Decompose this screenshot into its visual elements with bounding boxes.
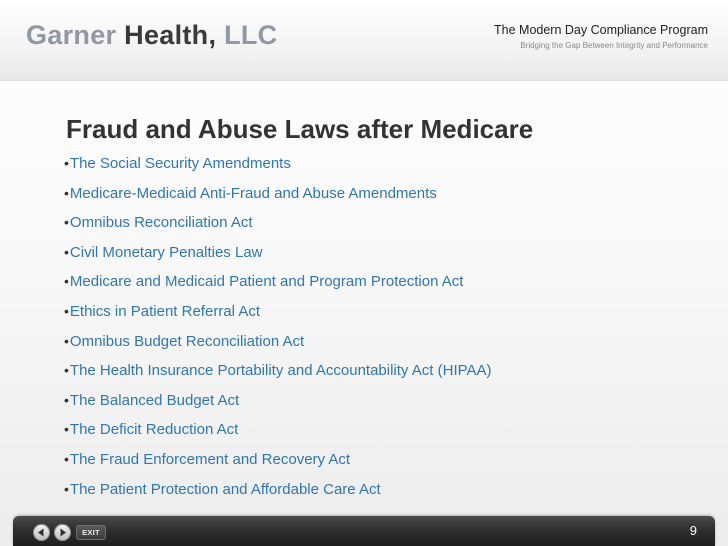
list-item [64, 417, 492, 447]
list-item [64, 269, 492, 299]
list-item [64, 181, 492, 211]
bullet-glyph: • [64, 214, 69, 231]
logo-llc: LLC [224, 20, 278, 50]
page-number: 9 [689, 523, 697, 538]
list-item-text: Omnibus Budget Reconciliation Act [69, 332, 305, 350]
list-item-text: The Social Security Amendments [69, 155, 291, 172]
logo-garner: Garner [26, 20, 117, 50]
list-item-text: Medicare and Medicaid Patient and Program Protection Act [69, 273, 464, 291]
bullet-glyph: • [64, 421, 69, 438]
list-item [64, 388, 492, 418]
header [0, 0, 728, 81]
next-slide-button[interactable] [54, 524, 71, 541]
list-item [64, 210, 492, 240]
list-item-text: Medicare-Medicaid Anti-Fraud and Abuse Amendments [69, 184, 437, 202]
company-logo [26, 19, 277, 51]
list-item [64, 151, 492, 181]
bullet-glyph: • [64, 332, 69, 349]
previous-slide-button[interactable] [33, 524, 50, 541]
list-item-text: The Health Insurance Portability and Accountability Act (HIPAA) [69, 362, 492, 380]
list-item [64, 358, 492, 388]
list-item-text: The Patient Protection and Affordable Care Act [69, 480, 381, 498]
bullet-glyph: • [64, 450, 69, 467]
tagline [494, 22, 708, 51]
slide-title: Fraud and Abuse Laws after Medicare [66, 114, 534, 144]
list-item-text: Ethics in Patient Referral Act [69, 302, 260, 320]
list-item-text: Omnibus Reconciliation Act [69, 214, 253, 232]
list-item [64, 299, 492, 329]
bullet-glyph: • [64, 273, 69, 290]
list-item [64, 240, 492, 270]
bullet-glyph: • [64, 480, 69, 497]
bullet-glyph: • [64, 155, 69, 171]
list-item-text: The Fraud Enforcement and Recovery Act [69, 450, 351, 468]
bullet-list [64, 151, 492, 506]
exit-button[interactable]: EXIT [76, 525, 106, 540]
list-item-text: Civil Monetary Penalties Law [69, 243, 263, 261]
tagline-main: The Modern Day Compliance Program [494, 23, 708, 37]
bullet-glyph: • [64, 243, 69, 260]
bullet-glyph: • [64, 391, 69, 408]
triangle-left-icon [33, 524, 50, 541]
list-item [64, 477, 492, 507]
triangle-right-icon [54, 524, 71, 541]
tagline-sub: Bridging the Gap Between Integrity and Performance [520, 41, 708, 50]
bullet-glyph: • [64, 362, 69, 379]
bullet-glyph: • [64, 302, 69, 319]
list-item [64, 447, 492, 477]
list-item-text: The Deficit Reduction Act [69, 421, 239, 439]
bullet-glyph: • [64, 184, 69, 201]
list-item [64, 329, 492, 359]
list-item-text: The Balanced Budget Act [69, 391, 240, 409]
footer-nav-bar [13, 516, 715, 546]
logo-health: Health, [124, 20, 217, 50]
